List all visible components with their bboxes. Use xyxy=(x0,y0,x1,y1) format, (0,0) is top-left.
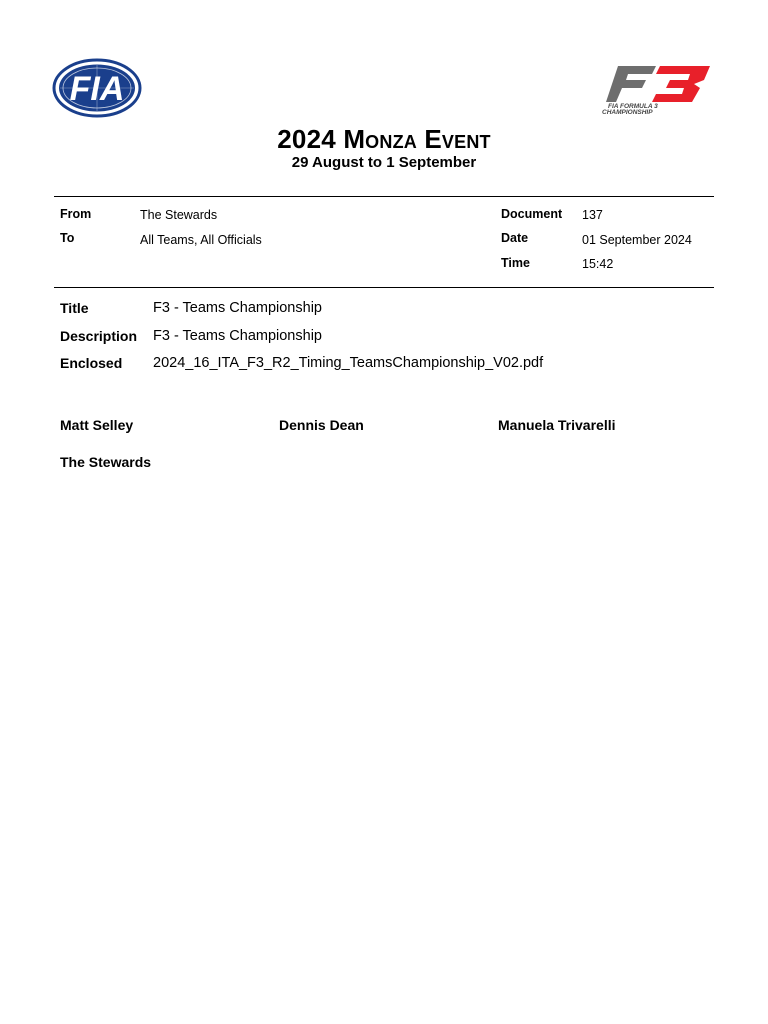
enclosed-label: Enclosed xyxy=(60,355,123,371)
fia-logo-text: FIA xyxy=(69,70,125,108)
f3-logo-line1: FIA FORMULA 3 xyxy=(608,103,658,110)
enclosed-file-link[interactable]: 2024_16_ITA_F3_R2_Timing_TeamsChampionship_V02.pdf xyxy=(153,355,544,371)
steward-name: Dennis Dean xyxy=(279,417,364,433)
f3-logo-line2: CHAMPIONSHIP xyxy=(602,109,653,114)
description-value: F3 - Teams Championship xyxy=(153,328,322,344)
title-label: Title xyxy=(60,300,89,316)
from-label: From xyxy=(60,207,92,221)
fia-logo xyxy=(52,58,142,118)
divider-top xyxy=(54,196,714,197)
description-label: Description xyxy=(60,328,138,344)
time-value: 15:42 xyxy=(582,257,614,271)
f3-logo-text: F3 xyxy=(658,62,660,63)
time-label: Time xyxy=(501,256,530,270)
date-value: 01 September 2024 xyxy=(582,233,692,247)
f3-logo xyxy=(598,60,716,114)
to-label: To xyxy=(60,231,75,245)
page-subtitle: 29 August to 1 September xyxy=(291,154,477,171)
divider-bottom xyxy=(54,287,714,288)
document-value: 137 xyxy=(582,208,603,222)
page-title: 2024 Monza Event xyxy=(277,124,491,154)
to-value: All Teams, All Officials xyxy=(140,233,262,247)
title-value: F3 - Teams Championship xyxy=(153,300,322,316)
document-label: Document xyxy=(501,207,563,221)
from-value: The Stewards xyxy=(140,208,218,222)
stewards-footer: The Stewards xyxy=(60,454,152,470)
steward-name: Manuela Trivarelli xyxy=(498,417,616,433)
steward-name: Matt Selley xyxy=(60,417,134,433)
date-label: Date xyxy=(501,231,529,245)
